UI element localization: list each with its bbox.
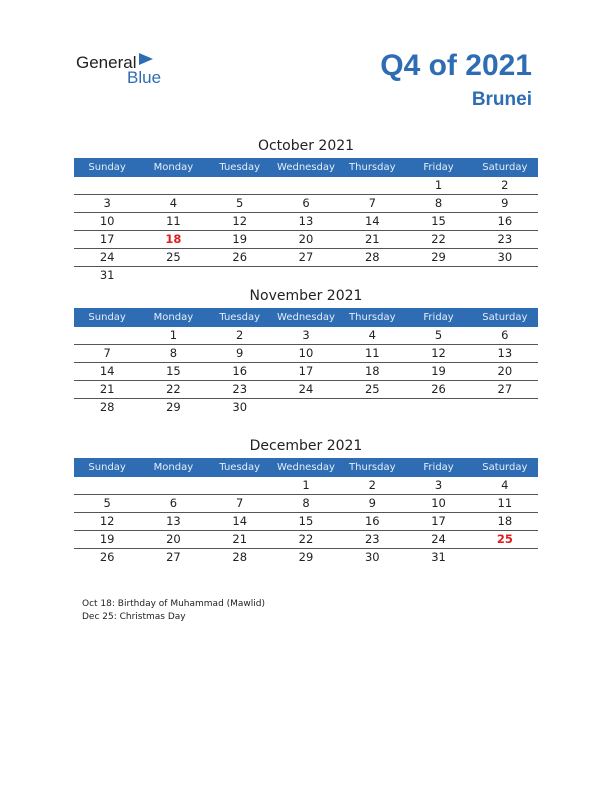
holiday-notes [82, 598, 265, 624]
weekday-label: Friday [423, 312, 454, 323]
country-name: Brunei [471, 89, 532, 110]
day-cell: 3 [302, 328, 310, 342]
day-cell: 10 [99, 214, 115, 228]
empty-day-cell [472, 267, 538, 284]
day-cell: 18 [497, 514, 513, 528]
week-row [74, 381, 538, 399]
weekday-label: Sunday [88, 312, 126, 323]
day-cell: 13 [497, 346, 513, 360]
day-cell: 10 [431, 496, 446, 510]
week-row [74, 477, 538, 495]
day-cell: 12 [99, 514, 115, 528]
day-cell: 5 [236, 196, 244, 210]
week-row [74, 249, 538, 267]
week-row [74, 513, 538, 531]
month-title: October 2021 [257, 138, 355, 154]
month-november [74, 286, 538, 416]
weekday-label: Saturday [482, 462, 528, 473]
day-cell: 22 [166, 382, 181, 396]
weekday-label: Monday [153, 162, 194, 173]
day-cell: 1 [434, 178, 443, 192]
day-cell: 1 [302, 478, 310, 492]
empty-day-cell [74, 327, 140, 344]
day-cell: 17 [99, 232, 115, 246]
week-row [74, 363, 538, 381]
empty-day-cell [207, 177, 273, 194]
day-cell: 24 [431, 532, 446, 546]
empty-day-cell [140, 267, 206, 284]
day-cell: 13 [166, 514, 181, 528]
day-cell: 11 [166, 214, 181, 228]
empty-day-cell [339, 177, 405, 194]
month-october [74, 136, 538, 284]
empty-day-cell [140, 177, 206, 194]
day-cell: 29 [298, 550, 314, 564]
day-cell: 14 [99, 364, 115, 378]
holiday-note: Dec 25: Christmas Day [82, 612, 186, 622]
week-row [74, 531, 538, 549]
empty-day-cell [273, 399, 339, 416]
day-cell: 17 [298, 364, 314, 378]
page-title: Q4 of 2021 [380, 49, 532, 82]
day-cell: 29 [431, 250, 446, 264]
day-cell: 26 [431, 382, 446, 396]
empty-day-cell [405, 399, 471, 416]
day-cell: 28 [364, 250, 380, 264]
day-cell: 8 [434, 196, 443, 210]
weekday-header [74, 158, 538, 177]
empty-day-cell [339, 267, 405, 284]
day-cell: 14 [232, 514, 248, 528]
day-cell: 28 [232, 550, 248, 564]
day-cell: 10 [298, 346, 314, 360]
empty-day-cell [207, 267, 273, 284]
empty-day-cell [405, 267, 471, 284]
weekday-label: Friday [423, 162, 454, 173]
empty-day-cell [140, 477, 206, 494]
day-cell: 5 [434, 328, 443, 342]
day-cell: 9 [368, 496, 376, 510]
week-row [74, 345, 538, 363]
weekday-label: Thursday [349, 162, 396, 173]
weekday-label: Saturday [482, 312, 528, 323]
logo [76, 53, 176, 89]
day-cell: 26 [232, 250, 248, 264]
weekday-label: Wednesday [277, 462, 335, 473]
day-cell: 19 [232, 232, 248, 246]
day-cell: 12 [431, 346, 446, 360]
day-cell: 1 [169, 328, 178, 342]
holiday-day-cell: 18 [165, 232, 182, 246]
day-cell: 20 [497, 364, 513, 378]
weekday-label: Monday [153, 462, 194, 473]
day-cell: 15 [166, 364, 181, 378]
day-cell: 7 [103, 346, 111, 360]
day-cell: 25 [166, 250, 181, 264]
day-cell: 27 [166, 550, 181, 564]
day-cell: 4 [501, 478, 509, 492]
day-cell: 2 [236, 328, 244, 342]
weekday-label: Tuesday [219, 162, 261, 173]
day-cell: 4 [169, 196, 178, 210]
logo-word-blue: Blue [127, 68, 162, 87]
weekday-label: Sunday [88, 162, 126, 173]
day-cell: 16 [364, 514, 380, 528]
day-cell: 19 [99, 532, 115, 546]
day-cell: 31 [99, 268, 115, 282]
day-cell: 6 [302, 196, 310, 210]
day-cell: 16 [232, 364, 248, 378]
day-cell: 20 [298, 232, 314, 246]
day-cell: 4 [368, 328, 376, 342]
weekday-label: Thursday [349, 312, 396, 323]
day-cell: 3 [103, 196, 111, 210]
empty-day-cell [472, 399, 538, 416]
day-cell: 12 [232, 214, 248, 228]
day-cell: 27 [497, 382, 513, 396]
day-cell: 2 [368, 478, 376, 492]
day-cell: 30 [497, 250, 513, 264]
day-cell: 15 [298, 514, 314, 528]
day-cell: 7 [236, 496, 244, 510]
day-cell: 21 [232, 532, 248, 546]
day-cell: 31 [431, 550, 446, 564]
day-cell: 11 [497, 496, 513, 510]
day-cell: 8 [169, 346, 178, 360]
weekday-label: Tuesday [219, 462, 261, 473]
day-cell: 5 [103, 496, 111, 510]
day-cell: 18 [364, 364, 380, 378]
empty-day-cell [74, 177, 140, 194]
weekday-label: Wednesday [277, 312, 335, 323]
day-cell: 19 [431, 364, 446, 378]
day-cell: 22 [431, 232, 446, 246]
day-cell: 14 [364, 214, 380, 228]
week-row [74, 495, 538, 513]
month-title: December 2021 [249, 438, 363, 454]
empty-day-cell [74, 477, 140, 494]
day-cell: 16 [497, 214, 513, 228]
week-row [74, 267, 538, 284]
day-cell: 23 [364, 532, 380, 546]
day-cell: 8 [302, 496, 310, 510]
day-cell: 22 [298, 532, 314, 546]
week-row [74, 177, 538, 195]
weekday-label: Saturday [482, 162, 528, 173]
day-cell: 20 [166, 532, 181, 546]
day-cell: 7 [368, 196, 376, 210]
week-row [74, 213, 538, 231]
day-cell: 30 [364, 550, 380, 564]
week-row [74, 399, 538, 416]
day-cell: 23 [232, 382, 248, 396]
weekday-label: Monday [153, 312, 194, 323]
day-cell: 24 [298, 382, 314, 396]
week-row [74, 549, 538, 566]
day-cell: 17 [431, 514, 446, 528]
week-row [74, 195, 538, 213]
logo-flag-icon [139, 53, 153, 65]
day-cell: 2 [501, 178, 509, 192]
weekday-label: Wednesday [277, 162, 335, 173]
day-cell: 9 [501, 196, 509, 210]
month-december [74, 436, 538, 566]
day-cell: 29 [166, 400, 181, 414]
day-cell: 6 [501, 328, 509, 342]
day-cell: 6 [169, 496, 178, 510]
day-cell: 25 [364, 382, 380, 396]
empty-day-cell [472, 549, 538, 566]
logo-word-general: General [76, 53, 137, 72]
day-cell: 21 [99, 382, 115, 396]
weekday-header [74, 458, 538, 477]
empty-day-cell [273, 177, 339, 194]
day-cell: 21 [364, 232, 380, 246]
weekday-label: Sunday [88, 462, 126, 473]
day-cell: 15 [431, 214, 446, 228]
month-title: November 2021 [249, 288, 363, 304]
day-cell: 28 [99, 400, 115, 414]
empty-day-cell [339, 399, 405, 416]
day-cell: 24 [99, 250, 115, 264]
day-cell: 30 [232, 400, 248, 414]
weekday-label: Thursday [349, 462, 396, 473]
week-row [74, 231, 538, 249]
day-cell: 9 [236, 346, 244, 360]
holiday-day-cell: 25 [496, 532, 513, 546]
weekday-label: Tuesday [219, 312, 261, 323]
empty-day-cell [207, 477, 273, 494]
weekday-label: Friday [423, 462, 454, 473]
day-cell: 13 [298, 214, 314, 228]
empty-day-cell [273, 267, 339, 284]
day-cell: 23 [497, 232, 513, 246]
weekday-header [74, 308, 538, 327]
week-row [74, 327, 538, 345]
day-cell: 3 [434, 478, 443, 492]
holiday-note: Oct 18: Birthday of Muhammad (Mawlid) [82, 599, 266, 609]
day-cell: 26 [99, 550, 115, 564]
day-cell: 11 [364, 346, 380, 360]
day-cell: 27 [298, 250, 314, 264]
